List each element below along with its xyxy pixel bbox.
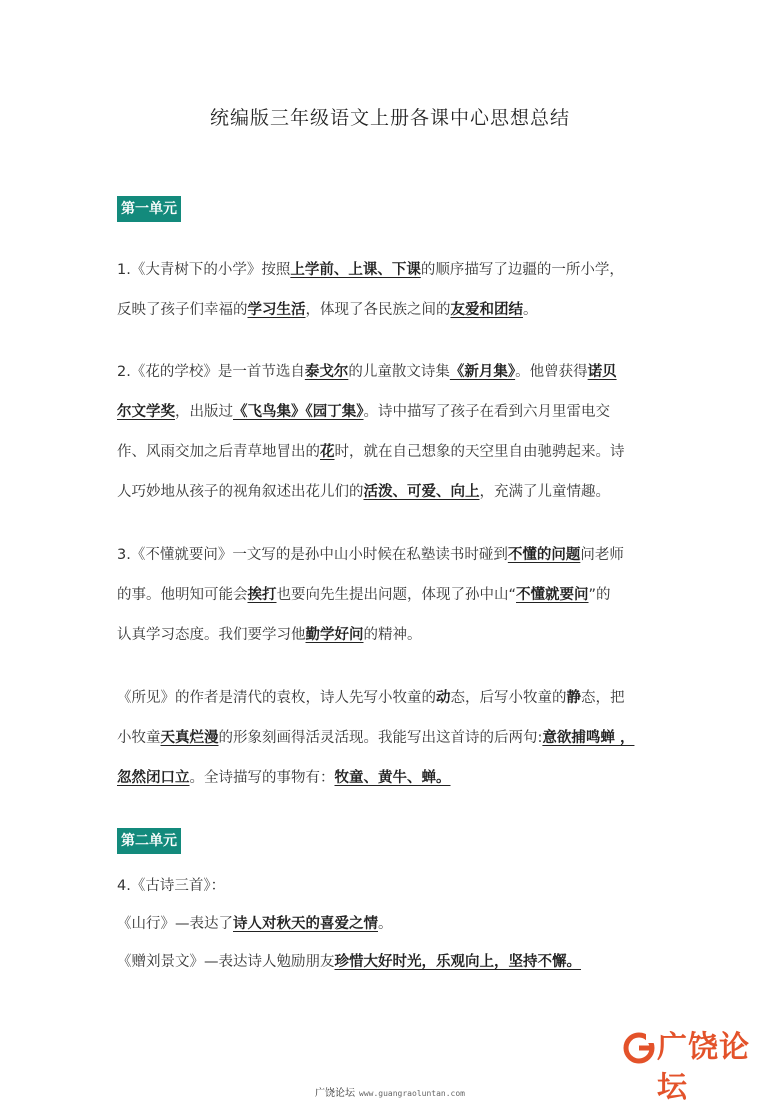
- text-line: 的事。他明知可能会挨打也要向先生提出问题，体现了孙中山“不懂就要问”的: [117, 587, 611, 603]
- logo-text: 广饶论坛: [657, 1030, 750, 1105]
- page-title: 统编版三年级语文上册各课中心思想总结: [209, 107, 570, 129]
- footer-name: 广饶论坛: [315, 1088, 356, 1099]
- text-line: 3.《不懂就要问》一文写的是孙中山小时候在私塾读书时碰到不懂的问题问老师: [117, 547, 624, 563]
- text-line: 小牧童天真烂漫的形象刻画得活灵活现。我能写出这首诗的后两句:意欲捕鸣蝉 ，: [117, 730, 635, 746]
- text-line: 《赠刘景文》—表达诗人勉励朋友珍惜大好时光，乐观向上，坚持不懈。: [117, 954, 581, 970]
- site-logo: [622, 1028, 772, 1105]
- text-line: 2.《花的学校》是一首节选自泰戈尔的儿童散文诗集《新月集》。他曾获得诺贝: [117, 364, 617, 380]
- text-line: 人巧妙地从孩子的视角叙述出花儿们的活泼、可爱、向上，充满了儿童情趣。: [117, 484, 610, 500]
- text-line: 《山行》—表达了诗人对秋天的喜爱之情。: [117, 916, 393, 932]
- footer: [0, 1084, 780, 1099]
- text-line: 作、风雨交加之后青草地冒出的花时，就在自己想象的天空里自由驰骋起来。诗: [117, 444, 625, 460]
- text-line: 认真学习态度。我们要学习他勤学好问的精神。: [117, 627, 422, 643]
- text-line: 尔文学奖，出版过《飞鸟集》《园丁集》。诗中描写了孩子在看到六月里雷电交: [117, 404, 610, 420]
- unit-heading-1: 第一单元: [117, 196, 181, 222]
- text-line: 《所见》的作者是清代的袁枚，诗人先写小牧童的动态，后写小牧童的静态，把: [117, 690, 625, 706]
- text-line: 反映了孩子们幸福的学习生活，体现了各民族之间的友爱和团结。: [117, 302, 538, 318]
- text-line: 4.《古诗三首》：: [117, 878, 226, 894]
- text-line: 忽然闭口立。全诗描写的事物有：牧童、黄牛、蝉。: [117, 770, 451, 786]
- footer-site-link[interactable]: www.guangraoluntan.com: [359, 1089, 465, 1098]
- text-line: 1.《大青树下的小学》按照上学前、上课、下课的顺序描写了边疆的一所小学，: [117, 262, 624, 278]
- unit-heading-2: 第二单元: [117, 828, 181, 854]
- logo-icon: [622, 1031, 656, 1065]
